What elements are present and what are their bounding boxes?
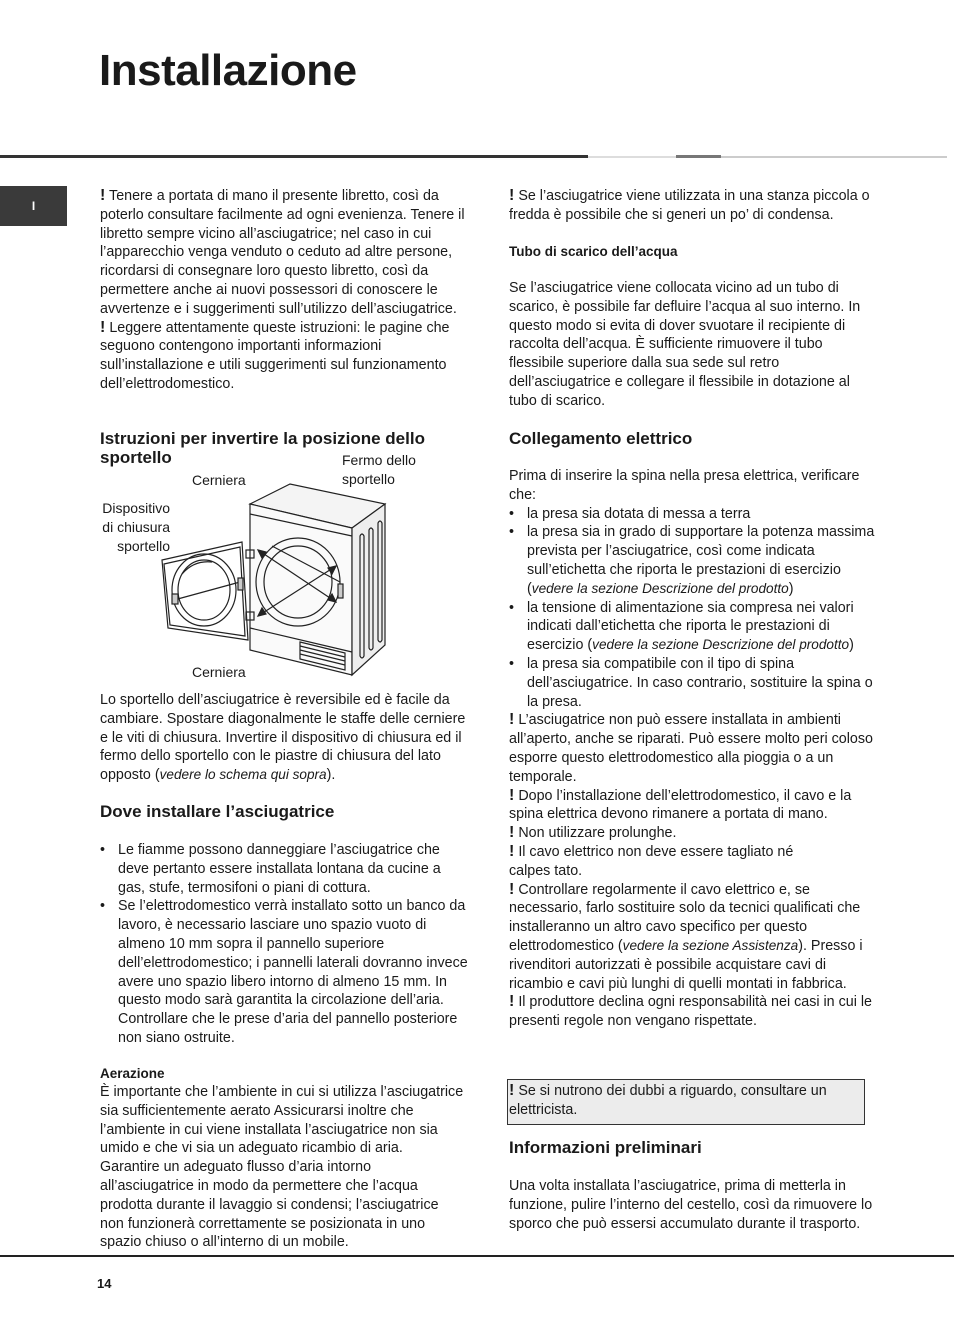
electric-heading: Collegamento elettrico: [509, 429, 693, 448]
header-rule-light: [588, 156, 676, 158]
list-item: • Se l’elettrodomestico verrà installato sotto un banco da lavoro, è necessario lasciare uno spazio vuoto di almeno 10 mm sopra il pannello superiore dell’elettrodomestico; i pannelli laterali dovranno invece avere uno spazio libero intorno di almeno 15 mm. In questo modo sarà garantita la circolazione dell’aria. Controllare che le prese d’aria del pannello posteriore non siano ostruite.: [100, 897, 468, 1047]
cold-room-text: Se l’asciugatrice viene utilizzata in una stanza piccola o fredda è possibile che si generi un po’ di condensa.: [509, 188, 870, 223]
item-text: la tensione di alimentazione sia compresa nei valori indicati dall’etichetta che riporta le prestazioni di esercizio (: [527, 599, 854, 654]
warning-text-end: ). Presso i rivenditori autorizzati è possibile acquistare cavi di ricambio e cavi più lunghi di quelli montati in fabbrica.: [509, 937, 863, 992]
list-item: [509, 505, 877, 524]
figure-label-hinge-top: Cerniera: [192, 472, 246, 488]
list-item: [509, 655, 877, 711]
page-number: 14: [97, 1276, 112, 1291]
warning-text: Controllare regolarmente il cavo elettrico e, se necessario, farlo sostituire solo da tecnici qualificati che installeranno un altro cavo specifico per questo elettrodomestico (: [509, 881, 861, 954]
warning-ref: vedere la sezione Assistenza: [622, 937, 799, 953]
preliminary-heading: Informazioni preliminari: [509, 1138, 702, 1157]
page-title: Installazione: [99, 46, 357, 95]
warning-liability: [509, 993, 877, 1031]
warning-text: L’asciugatrice non può essere installata in ambienti all’aperto, anche se riparati. Può essere molto peri coloso esporre questo elettrodomestico alla pioggia o a un temporale.: [509, 712, 873, 785]
drain-heading: Tubo di scarico dell’acqua: [509, 244, 678, 259]
where-install-heading: Dove installare l’asciugatrice: [100, 802, 335, 821]
warning-no-extension: [509, 824, 877, 843]
list-item: [509, 599, 877, 655]
door-reversal-text: [100, 691, 470, 785]
drain-section: [509, 279, 879, 411]
language-tab: [0, 186, 67, 226]
warning-mark: !: [509, 786, 515, 804]
door-text: Lo sportello dell’asciugatrice è reversibile ed è facile da cambiare. Spostare diagonalmente le staffe delle cerniere e le viti di chiusura. Invertire il dispositivo di chiusura ed il fermo dello sportello con le piastre di chiusura del lato opposto (: [100, 692, 466, 784]
dryer-door-diagram: [160, 470, 400, 682]
electric-check-list: [509, 505, 877, 712]
cold-room-note: [509, 187, 879, 225]
intro-text-1: Tenere a portata di mano il presente libretto, così da poterlo consultare facilmente ad ogni evenienza. Tenere il libretto sempre vicino all’asciugatrice; nel caso in cui l’apparecchio venga venduto o ceduto ad altre persone, ricordarsi di consegnare loro questo libretto, così da permettere anche ai nuovi possessori di conoscere le avvertenze e i suggerimenti sull’utilizzo dell’asciugatrice.: [100, 188, 465, 317]
list-item: [509, 523, 877, 598]
door-reversal-heading: Istruzioni per invertire la posizione dello sportello: [100, 429, 425, 467]
warning-cable-reach: [509, 787, 877, 825]
cold-room-paragraph: [509, 187, 879, 225]
language-code: I: [31, 199, 36, 213]
header-rule-mid: [676, 155, 721, 158]
warning-mark: !: [509, 187, 515, 204]
warning-text: Non utilizzare prolunghe.: [518, 825, 677, 842]
list-item: • Le fiamme possono danneggiare l’asciugatrice che deve pertanto essere installata lontana da cucine a gas, stufe, termosifoni o piani di cottura.: [100, 841, 468, 897]
where-install-section: [100, 841, 468, 1048]
electrician-note-text: Se si nutrono dei dubbi a riguardo, consultare un elettricista.: [509, 1083, 827, 1118]
warning-mark: !: [100, 318, 106, 336]
header-rule: [0, 155, 588, 158]
door-text-ref: vedere lo schema qui sopra: [159, 767, 327, 783]
warning-mark: !: [509, 993, 515, 1011]
warning-mark: !: [509, 711, 515, 729]
warning-mark: !: [509, 824, 515, 842]
warning-text: Dopo l’installazione dell’elettrodomestico, il cavo e la spina elettrica devono rimanere a portata di mano.: [509, 787, 852, 823]
preliminary-text: Una volta installata l’asciugatrice, prima di metterla in funzione, pulire l’interno del cestello, così da rimuovere lo sporco che può essersi accumulato durante il trasporto.: [509, 1178, 873, 1232]
item-end: ): [788, 580, 794, 597]
figure-label-latch: Dispositivo di chiusura sportello: [102, 500, 170, 554]
header-rule-end: [721, 156, 947, 158]
preliminary-section: [509, 1177, 879, 1233]
warning-text: Il cavo elettrico non deve essere tagliato né calpes tato.: [509, 843, 794, 879]
electrician-note-box: [507, 1079, 865, 1125]
warning-text: Il produttore declina ogni responsabilità nei casi in cui le presenti regole non vengano rispettate.: [509, 994, 872, 1030]
door-text-end: ).: [326, 767, 336, 784]
item-ref: vedere la sezione Descrizione del prodotto: [592, 637, 850, 653]
intro-paragraph-2: [100, 319, 466, 394]
aeration-text: È importante che l’ambiente in cui si utilizza l’asciugatrice sia sufficientemente aerato Assicurarsi inoltre che l’ambiente in cui viene installata l’asciugatrice non sia umido e che vi sia un adeguato ricambio di aria. Garantire un adeguato flusso d’aria intorno all’asciugatrice in modo da permettere che l’acqua prodotta durante il lavaggio si condensi; l’asciugatrice non funzionerà correttamente se posizionata in uno spazio chiuso o all’interno di un mobile.: [100, 1084, 464, 1251]
warning-mark: !: [509, 880, 515, 898]
where-install-list: [100, 841, 468, 1048]
warning-mark: !: [509, 1082, 515, 1099]
electric-intro: Prima di inserire la spina nella presa elettrica, verificare che:: [509, 468, 860, 503]
warning-mark: !: [509, 842, 515, 860]
footer-rule: [0, 1255, 954, 1257]
item-end: ): [849, 637, 854, 654]
warning-no-cut: [509, 843, 809, 881]
item-ref: vedere la sezione Descrizione del prodotto: [531, 580, 789, 596]
intro-text-2: Leggere attentamente queste istruzioni: le pagine che seguono contengono importanti informazioni sull’installazione e utili suggerimenti sul funzionamento dell’elettrodomestico.: [100, 319, 450, 392]
electric-section: [509, 467, 877, 1031]
intro-paragraph-1: [100, 187, 466, 319]
figure-label-hinge-bottom: Cerniera: [192, 664, 246, 680]
item-text: la presa sia compatibile con il tipo di spina dell’asciugatrice. In caso contrario, sostituire la spina o la presa.: [527, 655, 873, 710]
item-text: la presa sia dotata di messa a terra: [527, 505, 751, 522]
electrician-note: [509, 1082, 863, 1120]
warning-check-cable: [509, 881, 877, 994]
item-text: la presa sia in grado di supportare la potenza massima prevista per l’asciugatrice, così come indicata sull’etichetta che riporta le prestazioni di esercizio (: [527, 524, 875, 597]
warning-outdoor: [509, 711, 877, 786]
aeration-heading: Aerazione: [100, 1066, 165, 1081]
door-paragraph: [100, 691, 470, 785]
figure-label-door-stop: Fermo dello sportello: [342, 452, 416, 487]
drain-text: Se l’asciugatrice viene collocata vicino ad un tubo di scarico, è possibile far defluire l’acqua al suo interno. In questo modo si evita di dover svuotare il recipiente di raccolta dell’acqua. È sufficiente rimuovere il tubo flessibile superiore dalla sua sede sul retro dell’asciugatrice e collegare il flessibile in dotazione al tubo di scarico.: [509, 280, 861, 409]
warning-mark: !: [100, 187, 106, 204]
intro-section: [100, 187, 466, 394]
aeration-section: [100, 1083, 466, 1252]
